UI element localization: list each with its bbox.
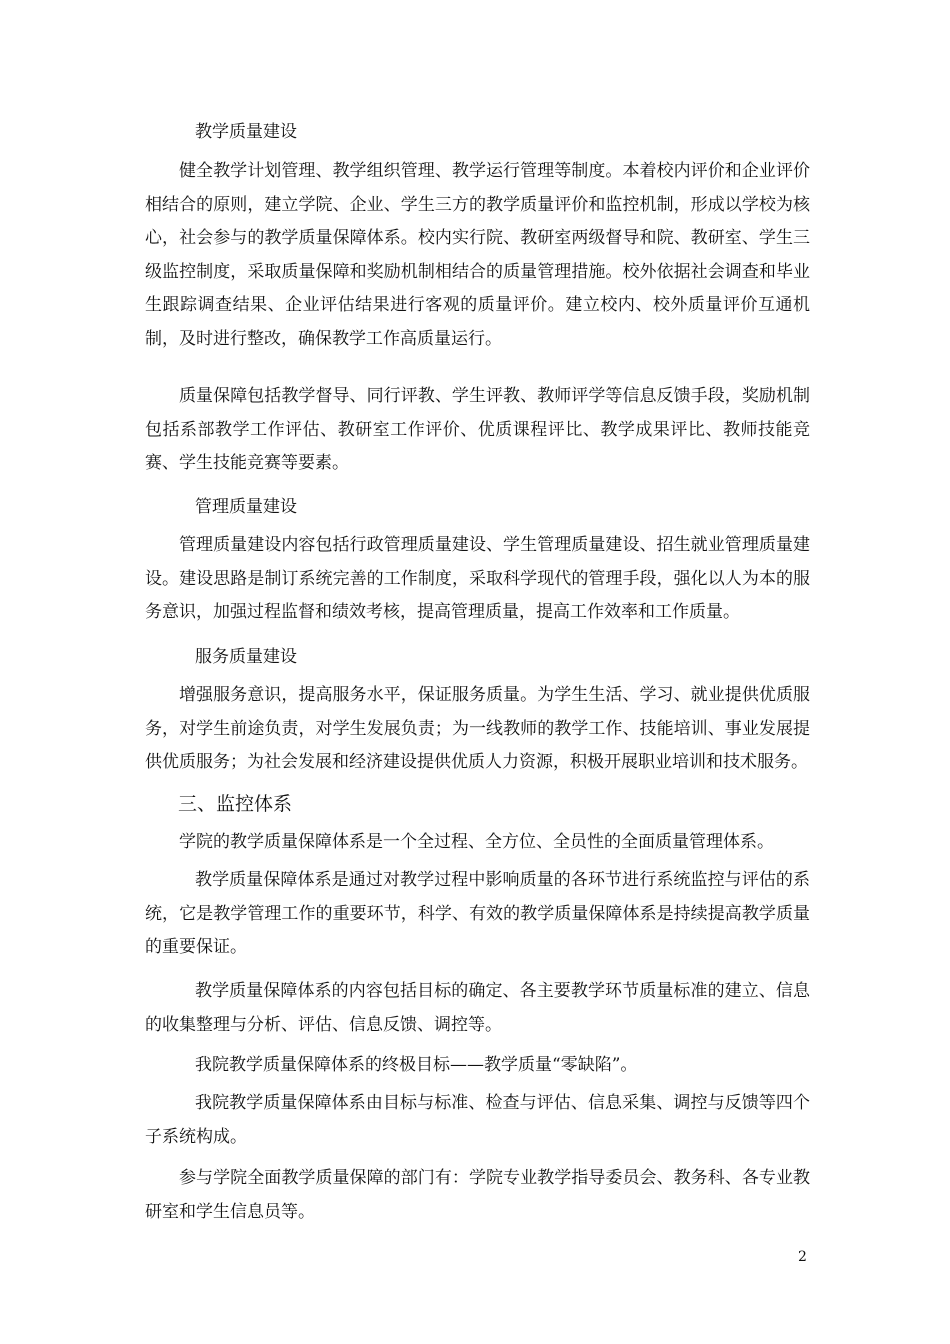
section-title-monitoring: 三、监控体系 [178, 793, 293, 815]
paragraph-monitoring-6: 参与学院全面教学质量保障的部门有：学院专业教学指导委员会、教务科、各专业教研室和学生信息员等。 [145, 1168, 810, 1222]
subheading-teaching-quality: 教学质量建设 [195, 122, 297, 142]
paragraph-monitoring-3: 教学质量保障体系的内容包括目标的确定、各主要教学环节质量标准的建立、信息的收集整理与分析、评估、信息反馈、调控等。 [145, 981, 810, 1035]
subheading-service-quality: 服务质量建设 [195, 647, 297, 667]
paragraph-service-quality: 增强服务意识，提高服务水平，保证服务质量。为学生生活、学习、就业提供优质服务，对学生前途负责，对学生发展负责；为一线教师的教学工作、技能培训、事业发展提供优质服务；为社会发展和经济建设提供优质人力资源，积极开展职业培训和技术服务。 [145, 685, 810, 772]
paragraph-monitoring-5: 我院教学质量保障体系由目标与标准、检查与评估、信息采集、调控与反馈等四个子系统构成。 [145, 1093, 810, 1147]
paragraph-monitoring-2: 教学质量保障体系是通过对教学过程中影响质量的各环节进行系统监控与评估的系统，它是教学管理工作的重要环节，科学、有效的教学质量保障体系是持续提高教学质量的重要保证。 [145, 870, 810, 957]
paragraph-management-quality: 管理质量建设内容包括行政管理质量建设、学生管理质量建设、招生就业管理质量建设。建设思路是制订系统完善的工作制度，采取科学现代的管理手段，强化以人为本的服务意识，加强过程监督和绩效考核，提高管理质量，提高工作效率和工作质量。 [145, 535, 810, 622]
page-number: 2 [798, 1249, 807, 1265]
paragraph-monitoring-4: 我院教学质量保障体系的终极目标——教学质量“零缺陷”。 [195, 1055, 638, 1075]
subheading-management-quality: 管理质量建设 [195, 497, 297, 517]
paragraph-monitoring-1: 学院的教学质量保障体系是一个全过程、全方位、全员性的全面质量管理体系。 [179, 832, 774, 852]
paragraph-teaching-quality-2: 质量保障包括教学督导、同行评教、学生评教、教师评学等信息反馈手段，奖励机制包括系部教学工作评估、教研室工作评价、优质课程评比、教学成果评比、教师技能竞赛、学生技能竞赛等要素。 [145, 386, 810, 473]
paragraph-teaching-quality-1: 健全教学计划管理、教学组织管理、教学运行管理等制度。本着校内评价和企业评价相结合的原则，建立学院、企业、学生三方的教学质量评价和监控机制，形成以学校为核心，社会参与的教学质量保障体系。校内实行院、教研室两级督导和院、教研室、学生三级监控制度，采取质量保障和奖励机制相结合的质量管理措施。校外依据社会调查和毕业生跟踪调查结果、企业评估结果进行客观的质量评价。建立校内、校外质量评价互通机制，及时进行整改，确保教学工作高质量运行。 [145, 161, 810, 349]
